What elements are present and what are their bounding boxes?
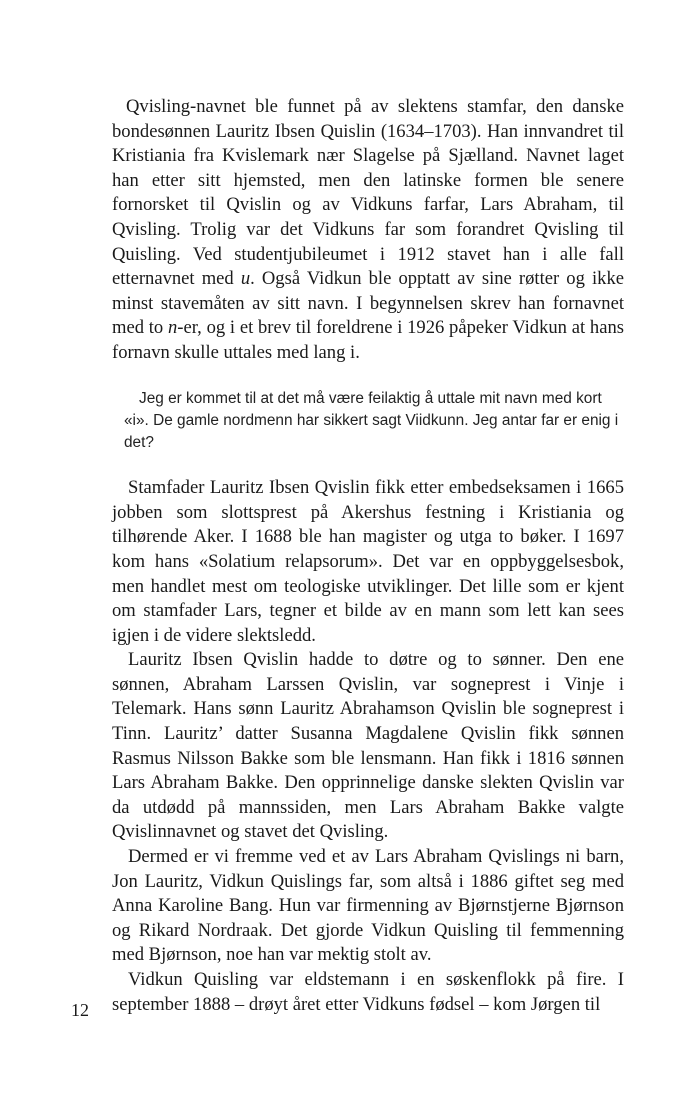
paragraph-1 bbox=[112, 95, 624, 366]
page-number: 12 bbox=[71, 1000, 89, 1020]
paragraph-2: Stamfader Lauritz Ibsen Qvislin fikk etter embedseksamen i 1665 jobben som slottsprest på Akershus festning i Kristiania og tilhørende Aker. I 1688 ble han magister og utga to bøker. I 1697 kom hans «Solatium relapsorum». Det var en oppbyggelsesbok, men handlet mest om teologiske utviklinger. Det lille som er kjent om stamfader Lars, tegner et bilde av en mann som lett kan sees igjen i de videre slektsledd. bbox=[112, 477, 624, 646]
paragraph-1-text-b: . Også Vidkun ble opptatt av sine røtter og ikke minst stavemåten av sitt navn. I begynnelsen skrev han fornavnet med to bbox=[112, 268, 624, 339]
paragraph-3: Lauritz Ibsen Qvislin hadde to døtre og to sønner. Den ene sønnen, Abraham Larssen Qvislin, var sogneprest i Vinje i Telemark. Hans sønn Lauritz Abrahamson Qvislin ble sogneprest i Tinn. Lauritz’ datter Susanna Magdalene Qvislin fikk sønnen Rasmus Nilsson Bakke som ble lensmann. Han fikk i 1816 sønnen Lars Abraham Bakke. Den opprinnelige danske slekten Qvislin var da utdødd på mannssiden, men Lars Abraham Bakke valgte Qvislinnavnet og stavet det Qvisling. bbox=[112, 649, 624, 843]
paragraph-5: Vidkun Quisling var eldstemann i en søskenflokk på fire. I september 1888 – drøyt året etter Vidkuns fødsel – kom Jørgen til bbox=[112, 969, 624, 1015]
paragraph-4: Dermed er vi fremme ved et av Lars Abraham Qvislings ni barn, Jon Lauritz, Vidkun Quislings far, som altså i 1886 giftet seg med Anna Karoline Bang. Hun var firmenning av Bjørnstjerne Bjørnson og Rikard Nordraak. Det gjorde Vidkun Quisling til femmenning med Bjørnson, noe han var mektig stolt av. bbox=[112, 846, 624, 966]
paragraph-1-italic-n: n bbox=[167, 317, 178, 339]
block-quote: Jeg er kommet til at det må være feilaktig å uttale mit navn med kort «i». De gamle nordmenn har sikkert sagt Viidkunn. Jeg antar far er enig i det? bbox=[124, 389, 619, 451]
page-body bbox=[112, 95, 624, 1017]
paragraph-1-text-c: -er, og i et brev til foreldrene i 1926 påpeker Vidkun at hans fornavn skulle uttales med lang i. bbox=[112, 317, 624, 363]
paragraph-1-text-a: Qvisling-navnet ble funnet på av slektens stamfar, den danske bondesønnen Lauritz Ibsen Quislin (1634–1703). Han innvandret til Kristiania fra Kvislemark nær Slagelse på Sjælland. Navnet laget han etter sitt hjemsted, men den latinske formen ble senere fornorsket til Qvislin og av Vidkuns farfar, Lars Abraham, til Qvisling. Trolig var det Vidkuns far som forandret Qvisling til Quisling. Ved studentjubileumet i 1912 stavet han i alle fall etternavnet med bbox=[112, 96, 624, 290]
paragraph-1-italic-u: u bbox=[240, 268, 251, 290]
